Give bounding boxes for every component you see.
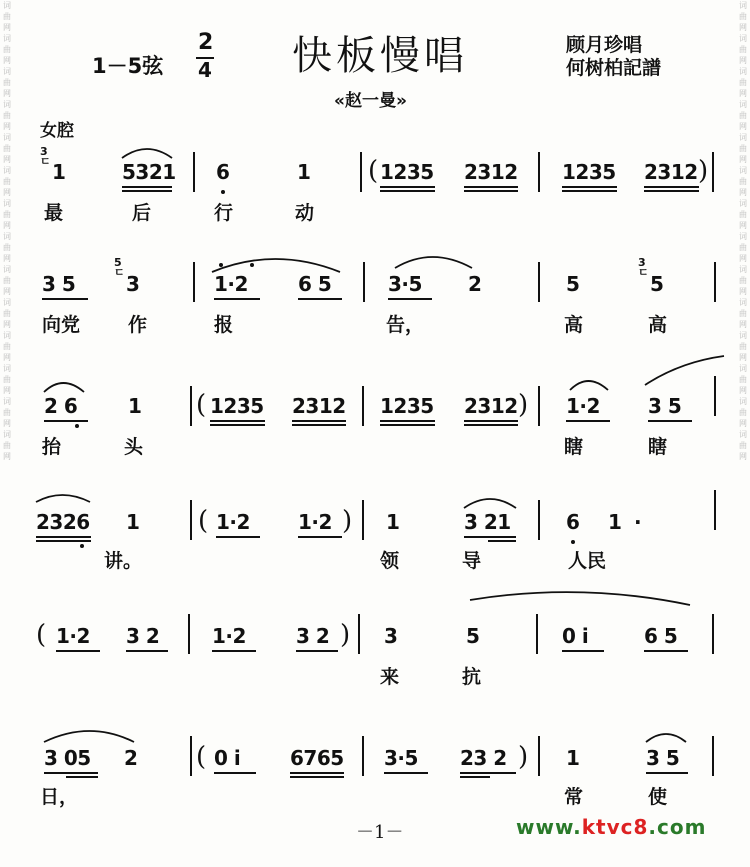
barline [362,736,364,776]
lyric: 抗 [462,666,482,688]
low-dot [80,544,84,548]
note: 1·2 [56,624,90,648]
singer-credit: 顾月珍唱 [566,34,643,56]
note: 1 [297,160,311,184]
site-suffix: .com [648,815,707,839]
slur [470,592,690,605]
note: 3 [384,624,398,648]
note: 1 [128,394,142,418]
underline [56,650,100,652]
paren-close: ) [518,742,529,772]
paren-close: ) [518,390,529,420]
note: 2 6 [44,394,78,418]
lyric: 日， [40,786,79,808]
underline [460,776,490,778]
underline [648,420,692,422]
note: 1·2 [212,624,246,648]
note: 1 [126,510,140,534]
slur [36,495,90,502]
note: 6 5 [644,624,678,648]
lyric: 高 [648,314,668,336]
barline [538,500,540,540]
note: 1·2 [566,394,600,418]
subtitle: «赵一曼» [334,91,407,111]
barline [362,500,364,540]
lyric: 讲。 [104,550,143,572]
underline [212,650,256,652]
note: 2326 [36,510,90,534]
lyric: 瞎 [648,436,668,458]
barline [188,614,190,654]
barline [538,736,540,776]
underline [380,190,435,192]
slur [44,383,84,392]
high-dot [250,263,254,267]
paren-close: ) [342,506,353,536]
underline [290,776,344,778]
note: 6 [566,510,580,534]
note: 5 [650,272,664,296]
note: 1 [52,160,66,184]
grace-mark: ㄷ [114,266,125,279]
underline [214,772,256,774]
note: 3 21 [464,510,511,534]
barline [712,152,714,192]
barline [712,614,714,654]
barline [190,500,192,540]
paren-open: ( [196,742,207,772]
slur [464,499,516,508]
underline [644,190,699,192]
lyric: 导 [462,550,482,572]
underline [122,186,172,188]
note: 6 5 [298,272,332,296]
barline [190,736,192,776]
note: 3 5 [42,272,76,296]
barline [712,736,714,776]
page-title: 快板慢唱 [292,33,468,79]
note: 5321 [122,160,176,184]
lyric: 报 [214,314,234,336]
note: 1235 [380,394,434,418]
barline [538,152,540,192]
note: 2312 [464,160,518,184]
underline [384,772,428,774]
note: 1·2 [298,510,332,534]
note: · [634,510,642,534]
time-signature-bottom: 4 [198,58,212,82]
underline [464,186,518,188]
underline [644,186,699,188]
underline [388,298,432,300]
watermark-left: 词曲网 词曲网 词曲网 词曲网 词曲网 词曲网 词曲网 词曲网 词曲网 词曲网 词曲网 词曲网 词曲网 词曲网 [3,1,11,461]
underline [380,186,435,188]
underline [298,298,342,300]
underline [216,536,260,538]
slur [645,356,724,385]
underline [646,772,688,774]
low-dot [221,190,225,194]
lyric: 行 [214,202,234,224]
underline [44,420,88,422]
paren-close: ) [698,156,709,186]
lyric: 高 [564,314,584,336]
underline [644,650,688,652]
note: 0 i [562,624,589,648]
slur [212,259,340,272]
lyric: 头 [124,436,144,458]
lyric: 向党 [42,314,81,336]
underline [562,650,604,652]
underline [42,298,88,300]
barline [538,386,540,426]
low-dot [75,424,79,428]
grace-mark: ㄷ [40,155,51,168]
note: 3 05 [44,746,91,770]
lyric: 使 [648,786,668,808]
underline [36,540,91,542]
part-label: 女腔 [40,121,74,141]
note: 23 2 [460,746,507,770]
underline [298,536,342,538]
underline [380,420,435,422]
underline [122,190,172,192]
barline [714,376,716,416]
slur [646,734,686,742]
paren-open: ( [368,156,379,186]
watermark-right: 词曲网 词曲网 词曲网 词曲网 词曲网 词曲网 词曲网 词曲网 词曲网 词曲网 词曲网 词曲网 词曲网 词曲网 [739,1,747,461]
grace-note: 5 [114,256,122,269]
lyric: 领 [380,550,400,572]
barline [363,262,365,302]
paren-open: ( [36,620,47,650]
note: 5 [566,272,580,296]
underline [464,190,518,192]
barline [362,386,364,426]
underline [562,190,617,192]
lyric: 动 [295,202,315,224]
slur [395,257,472,268]
lyric: 最 [44,202,64,224]
underline [380,424,435,426]
note: 6 [216,160,230,184]
barline [193,262,195,302]
note: 3 5 [646,746,680,770]
note: 0 i [214,746,241,770]
underline [290,772,344,774]
note: 3 2 [296,624,330,648]
note: 6765 [290,746,344,770]
underline [292,424,346,426]
note: 3 [126,272,140,296]
underline [292,420,346,422]
lyric: 后 [132,202,152,224]
note: 3 2 [126,624,160,648]
underline [210,420,265,422]
transcriber-credit: 何树柏記譜 [566,57,662,79]
note: 5 [466,624,480,648]
lyric: 告， [386,314,425,336]
lyric: 常 [564,786,584,808]
site-brand: ktvc8 [581,815,649,839]
lyric: 人民 [568,550,607,572]
note: 3·5 [388,272,422,296]
note: 1 [386,510,400,534]
note: 1·2 [216,510,250,534]
barline [360,152,362,192]
barline [358,614,360,654]
grace-mark: ㄷ [638,266,649,279]
note: 2312 [464,394,518,418]
note: 2312 [644,160,698,184]
underline [66,776,98,778]
grace-note: 3 [40,145,48,158]
site-prefix: www. [516,815,582,839]
underline [44,772,98,774]
paren-close: ) [340,620,351,650]
high-dot [219,263,223,267]
underline [488,540,516,542]
paren-open: ( [196,390,207,420]
note: 3 5 [648,394,682,418]
underline [214,298,260,300]
lyric: 来 [380,666,400,688]
barline [714,262,716,302]
lyric: 瞎 [564,436,584,458]
underline [210,424,265,426]
note: 1235 [562,160,616,184]
underline [562,186,617,188]
grace-note: 3 [638,256,646,269]
slur [570,381,608,390]
note: 2 [468,272,482,296]
underline [566,420,610,422]
barline [536,614,538,654]
slur [44,731,134,742]
barline [714,490,716,530]
note: 1235 [210,394,264,418]
underline [296,650,338,652]
underline [464,424,518,426]
note: 2 [124,746,138,770]
underline [464,420,518,422]
slur [122,149,172,158]
underline [126,650,168,652]
underline [460,772,516,774]
underline [36,536,91,538]
note: 2312 [292,394,346,418]
barline [190,386,192,426]
note: 1·2 [214,272,248,296]
note: 1235 [380,160,434,184]
page-number: －1－ [356,822,404,843]
underline [464,536,516,538]
note: 1 [608,510,622,534]
tuning-label: 1－5弦 [92,54,164,78]
note: 1 [566,746,580,770]
note: 3·5 [384,746,418,770]
low-dot [571,540,575,544]
lyric: 抬 [42,436,62,458]
paren-open: ( [198,506,209,536]
barline [538,262,540,302]
lyric: 作 [128,314,148,336]
time-signature-top: 2 [198,30,214,55]
barline [193,152,195,192]
site-watermark [516,815,706,839]
